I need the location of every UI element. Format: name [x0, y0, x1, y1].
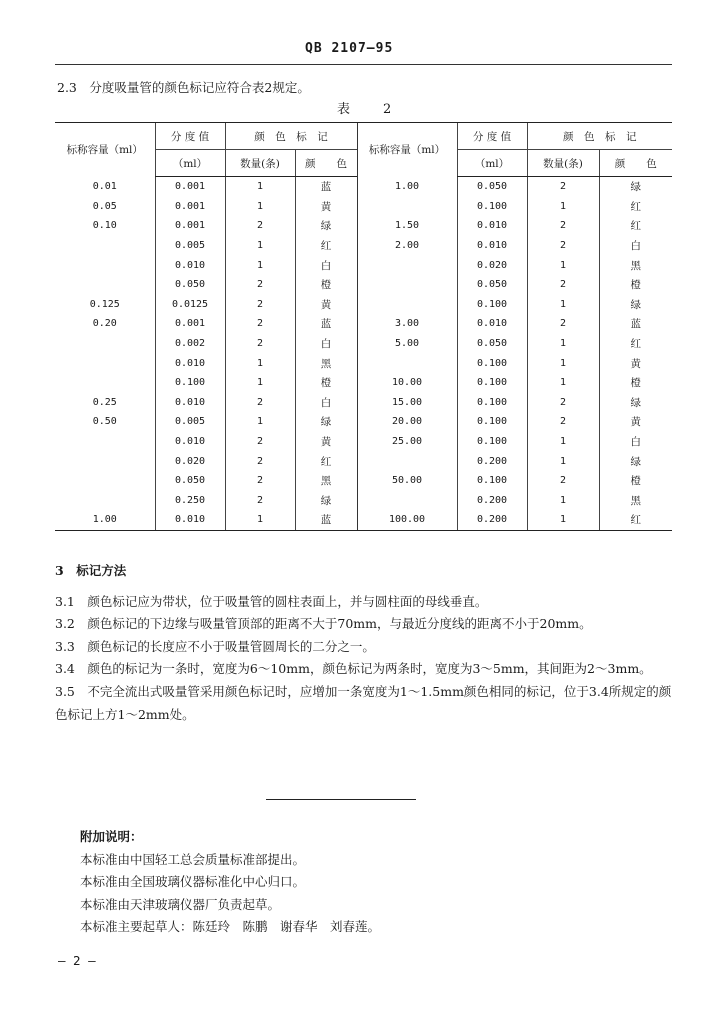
section-3-heading: 3 标记方法 [55, 563, 127, 578]
cell-capacity: 100.00 [357, 510, 457, 530]
cell-color: 白 [599, 432, 672, 452]
cell-capacity [357, 275, 457, 295]
cell-capacity [55, 491, 155, 511]
header-color-left: 颜 色 [295, 150, 357, 177]
cell-color: 绿 [295, 491, 357, 511]
end-divider [266, 799, 416, 800]
cell-capacity [55, 471, 155, 491]
cell-color: 红 [295, 236, 357, 256]
cell-scale-value: 0.010 [457, 236, 527, 256]
cell-scale-value: 0.010 [155, 393, 225, 413]
cell-count: 1 [527, 451, 599, 471]
table-row [55, 275, 672, 295]
clause-3-5: 3.5 不完全流出式吸量管采用颜色标记时，应增加一条宽度为1～1.5mm颜色相同的标记，位于3.4所规定的颜色标记上方1～2mm处。 [55, 683, 672, 722]
cell-scale-value: 0.100 [457, 197, 527, 217]
cell-scale-value: 0.001 [155, 314, 225, 334]
cell-count: 2 [527, 471, 599, 491]
cell-capacity [357, 353, 457, 373]
table-row [55, 510, 672, 530]
table-row [55, 373, 672, 393]
cell-count: 1 [527, 255, 599, 275]
cell-color: 红 [599, 510, 672, 530]
cell-scale-value: 0.100 [457, 393, 527, 413]
header-scale-value-left: 分 度 值 [155, 123, 225, 150]
cell-color: 红 [599, 197, 672, 217]
cell-count: 2 [527, 236, 599, 256]
table-row [55, 236, 672, 256]
cell-color: 白 [295, 393, 357, 413]
header-scale-unit-right: （ml） [457, 150, 527, 177]
cell-scale-value: 0.050 [457, 177, 527, 197]
cell-count: 2 [225, 432, 295, 452]
cell-capacity: 10.00 [357, 373, 457, 393]
table-row [55, 393, 672, 413]
clause-3-1: 3.1 颜色标记应为带状，位于吸量管的圆柱表面上，并与圆柱面的母线垂直。 [55, 593, 488, 609]
cell-scale-value: 0.100 [457, 373, 527, 393]
cell-capacity: 0.20 [92, 318, 117, 330]
note-line: 本标准主要起草人：陈廷玲 陈鹏 谢春华 刘春莲。 [80, 919, 381, 934]
cell-color: 绿 [295, 216, 357, 236]
cell-capacity: 50.00 [357, 471, 457, 491]
document-code: QB 2107—95 [305, 41, 394, 56]
cell-count: 2 [225, 491, 295, 511]
clause-3-3: 3.3 颜色标记的长度应不小于吸量管圆周长的二分之一。 [55, 638, 375, 654]
header-rule [55, 64, 672, 65]
cell-count: 2 [527, 314, 599, 334]
note-line: 本标准由天津玻璃仪器厂负责起草。 [80, 896, 281, 912]
cell-color: 白 [295, 255, 357, 275]
cell-capacity: 3.00 [357, 314, 457, 334]
cell-scale-value: 0.200 [457, 491, 527, 511]
cell-capacity: 5.00 [357, 334, 457, 354]
cell-scale-value: 0.250 [155, 491, 225, 511]
cell-scale-value: 0.100 [457, 412, 527, 432]
table-row [55, 412, 672, 432]
cell-scale-value: 0.0125 [155, 295, 225, 315]
cell-capacity [357, 491, 457, 511]
cell-color: 黄 [599, 412, 672, 432]
cell-color: 黄 [295, 432, 357, 452]
cell-scale-value: 0.005 [155, 236, 225, 256]
cell-color: 黄 [295, 197, 357, 217]
cell-count: 1 [527, 373, 599, 393]
cell-count: 2 [225, 334, 295, 354]
header-count-right: 数量(条) [527, 150, 599, 177]
cell-capacity [55, 236, 155, 256]
cell-color: 黑 [295, 353, 357, 373]
cell-capacity: 15.00 [357, 393, 457, 413]
cell-color: 橙 [599, 471, 672, 491]
cell-capacity: 1.00 [55, 510, 155, 530]
cell-scale-value: 0.050 [457, 275, 527, 295]
cell-count: 1 [527, 295, 599, 315]
header-count-left: 数量(条) [225, 150, 295, 177]
table-row [55, 197, 672, 217]
cell-scale-value: 0.010 [155, 353, 225, 373]
cell-capacity [357, 197, 457, 217]
table-body [55, 177, 672, 531]
notes-title: 附加说明： [80, 829, 143, 844]
cell-count: 2 [225, 314, 295, 334]
cell-scale-value: 0.010 [155, 432, 225, 452]
cell-count: 1 [527, 432, 599, 452]
cell-count: 1 [225, 177, 295, 197]
cell-color: 橙 [295, 275, 357, 295]
cell-capacity: 1.50 [357, 216, 457, 236]
cell-count: 1 [527, 510, 599, 530]
cell-capacity [357, 295, 457, 315]
cell-capacity [55, 255, 155, 275]
cell-color: 黑 [599, 255, 672, 275]
cell-scale-value: 0.100 [457, 471, 527, 491]
header-color-right: 颜 色 [599, 150, 672, 177]
cell-scale-value: 0.100 [457, 295, 527, 315]
cell-color: 蓝 [295, 314, 357, 334]
cell-color: 蓝 [599, 314, 672, 334]
cell-count: 1 [527, 197, 599, 217]
cell-capacity: 20.00 [357, 412, 457, 432]
additional-notes [80, 826, 380, 939]
cell-count: 1 [225, 353, 295, 373]
cell-capacity: 0.01 [92, 181, 117, 193]
table-row [55, 334, 672, 354]
header-scale-value-right: 分 度 值 [457, 123, 527, 150]
cell-count: 2 [225, 295, 295, 315]
table-row [55, 314, 672, 334]
cell-count: 1 [225, 373, 295, 393]
table-row [55, 295, 672, 315]
cell-count: 1 [225, 197, 295, 217]
cell-scale-value: 0.100 [457, 353, 527, 373]
cell-capacity [357, 255, 457, 275]
cell-count: 2 [527, 216, 599, 236]
cell-color: 蓝 [295, 177, 357, 197]
cell-scale-value: 0.050 [457, 334, 527, 354]
cell-capacity [55, 451, 155, 471]
cell-capacity: 1.00 [357, 177, 457, 197]
cell-count: 1 [225, 412, 295, 432]
cell-scale-value: 0.001 [155, 216, 225, 236]
table-row [55, 255, 672, 275]
cell-capacity: 0.50 [92, 416, 117, 428]
cell-count: 1 [225, 236, 295, 256]
cell-scale-value: 0.002 [155, 334, 225, 354]
cell-color: 绿 [599, 451, 672, 471]
cell-color: 白 [599, 236, 672, 256]
cell-capacity [55, 373, 155, 393]
cell-count: 2 [527, 412, 599, 432]
header-color-mark-left: 颜 色 标 记 [225, 123, 357, 150]
cell-scale-value: 0.050 [155, 471, 225, 491]
cell-scale-value: 0.050 [155, 275, 225, 295]
header-nominal-capacity-right: 标称容量（ml） [357, 123, 457, 177]
table-row [55, 432, 672, 452]
cell-color: 绿 [599, 393, 672, 413]
cell-scale-value: 0.020 [457, 255, 527, 275]
table-row [55, 353, 672, 373]
cell-scale-value: 0.010 [457, 314, 527, 334]
cell-count: 2 [225, 471, 295, 491]
cell-count: 1 [225, 510, 295, 530]
cell-color: 橙 [295, 373, 357, 393]
cell-capacity [357, 451, 457, 471]
clause-3-4: 3.4 颜色的标记为一条时，宽度为6～10mm，颜色标记为两条时，宽度为3～5mm，其间距为2～3mm。 [55, 661, 652, 677]
cell-scale-value: 0.020 [155, 451, 225, 471]
cell-color: 黄 [599, 353, 672, 373]
cell-scale-value: 0.100 [457, 432, 527, 452]
note-line: 本标准由全国玻璃仪器标准化中心归口。 [80, 874, 306, 889]
cell-scale-value: 0.010 [155, 510, 225, 530]
header-nominal-capacity-left: 标称容量（ml） [55, 123, 155, 177]
cell-capacity [55, 432, 155, 452]
color-mark-table [55, 122, 672, 531]
table-row [55, 491, 672, 511]
cell-count: 2 [527, 393, 599, 413]
cell-capacity: 0.10 [92, 220, 117, 232]
cell-color: 橙 [599, 275, 672, 295]
section-3 [55, 560, 675, 726]
cell-color: 绿 [599, 295, 672, 315]
cell-color: 黄 [295, 295, 357, 315]
cell-count: 2 [225, 393, 295, 413]
cell-scale-value: 0.100 [155, 373, 225, 393]
cell-count: 2 [225, 275, 295, 295]
table-row [55, 471, 672, 491]
cell-capacity: 2.00 [357, 236, 457, 256]
cell-color: 黑 [295, 471, 357, 491]
cell-capacity [55, 275, 155, 295]
cell-color: 白 [295, 334, 357, 354]
clause-3-2: 3.2 颜色标记的下边缘与吸量管顶部的距离不大于70mm，与最近分度线的距离不小于20mm。 [55, 616, 592, 632]
cell-count: 2 [225, 216, 295, 236]
table-title: 表 2 [337, 102, 402, 117]
cell-count: 2 [527, 275, 599, 295]
cell-color: 红 [295, 451, 357, 471]
cell-count: 1 [225, 255, 295, 275]
cell-scale-value: 0.010 [155, 255, 225, 275]
section-2-3: 2.3 分度吸量管的颜色标记应符合表2规定。 [57, 80, 310, 95]
cell-color: 黑 [599, 491, 672, 511]
note-line: 本标准由中国轻工总会质量标准部提出。 [80, 851, 306, 867]
cell-capacity [55, 353, 155, 373]
cell-count: 2 [527, 177, 599, 197]
cell-scale-value: 0.001 [155, 197, 225, 217]
cell-capacity [55, 334, 155, 354]
cell-capacity: 25.00 [357, 432, 457, 452]
cell-scale-value: 0.200 [457, 451, 527, 471]
cell-scale-value: 0.200 [457, 510, 527, 530]
page-number: — 2 — [58, 953, 96, 968]
cell-capacity: 0.05 [92, 200, 117, 212]
table-row [55, 216, 672, 236]
cell-capacity: 0.125 [89, 298, 120, 310]
cell-scale-value: 0.005 [155, 412, 225, 432]
cell-color: 橙 [599, 373, 672, 393]
cell-count: 1 [527, 353, 599, 373]
header-scale-unit-left: （ml） [155, 150, 225, 177]
cell-capacity: 0.25 [92, 396, 117, 408]
table-row [55, 451, 672, 471]
cell-scale-value: 0.010 [457, 216, 527, 236]
cell-color: 绿 [599, 177, 672, 197]
cell-scale-value: 0.001 [155, 177, 225, 197]
cell-color: 蓝 [295, 510, 357, 530]
table-row [55, 177, 672, 197]
cell-count: 1 [527, 334, 599, 354]
cell-count: 1 [527, 491, 599, 511]
cell-color: 红 [599, 334, 672, 354]
cell-count: 2 [225, 451, 295, 471]
cell-color: 红 [599, 216, 672, 236]
header-color-mark-right: 颜 色 标 记 [527, 123, 672, 150]
cell-color: 绿 [295, 412, 357, 432]
